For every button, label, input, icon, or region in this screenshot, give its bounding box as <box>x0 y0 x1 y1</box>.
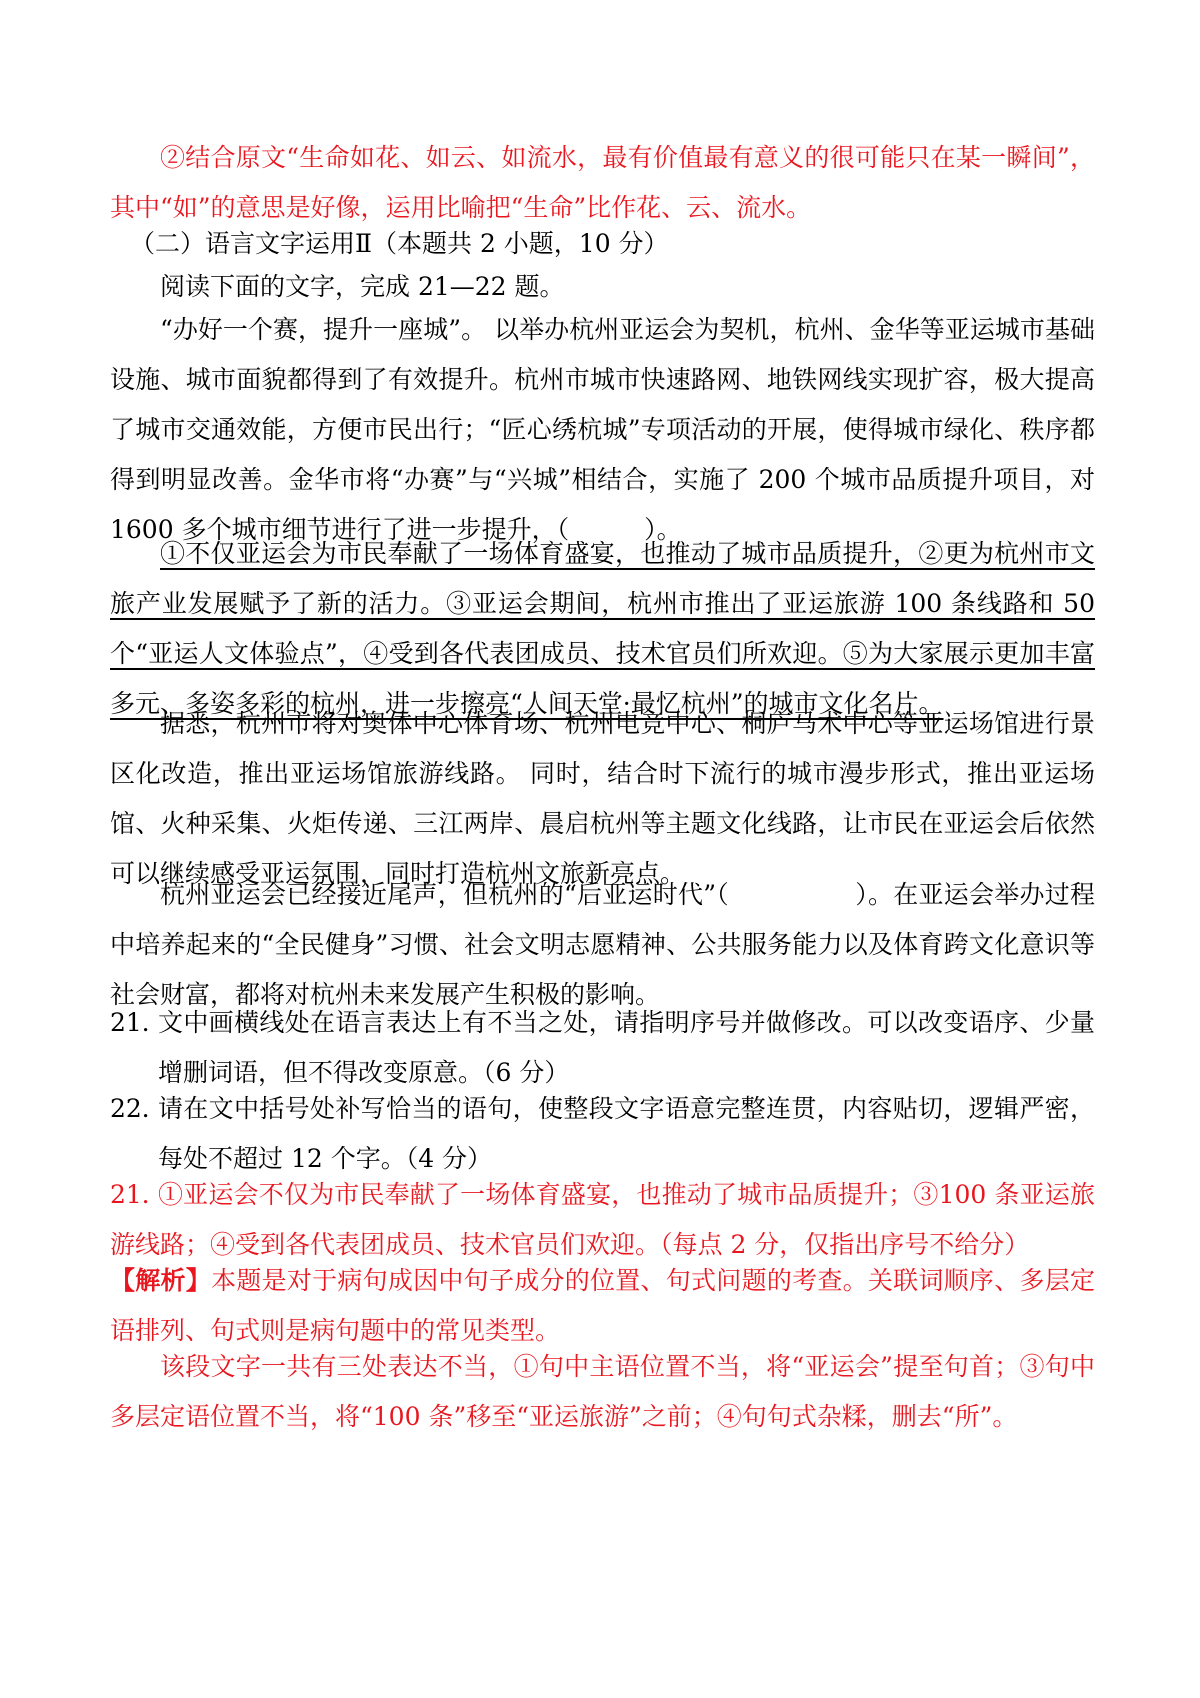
answer-21 <box>110 1170 1095 1270</box>
analysis <box>110 1256 1095 1356</box>
analysis-text: 本题是对于病句成因中句子成分的位置、句式问题的考查。关联词顺序、多层定语排列、句式则是病句题中的常见类型。 <box>110 1266 1095 1345</box>
analysis-detail: 该段文字一共有三处表达不当，①句中主语位置不当，将“亚运会”提至句首；③句中多层定语位置不当，将“100 条”移至“亚运旅游”之前；④句句式杂糅，删去“所”。 <box>110 1352 1095 1431</box>
passage-paragraph-4: 杭州亚运会已经接近尾声，但杭州的“后亚运时代”（ ）。在亚运会举办过程中培养起来的“全民健身”习惯、社会文明志愿精神、公共服务能力以及体育跨文化意识等社会财富，都将对杭州未来发展产生积极的影响。 <box>110 880 1095 1009</box>
question-number: 21． <box>110 1008 167 1037</box>
passage-paragraph-1: “办好一个赛，提升一座城”。 以举办杭州亚运会为契机，杭州、金华等亚运城市基础设施、城市面貌都得到了有效提升。杭州市城市快速路网、地铁网线实现扩容，极大提高了城市交通效能，方便市民出行；“匠心绣杭城”专项活动的开展，使得城市绿化、秩序都得到明显改善。金华市将“办赛”与“兴城”相结合，实施了 200 个城市品质提升项目，对 1600 多个城市细节进行了进一步提升，（ ）。 <box>110 315 1095 544</box>
section-heading: （二）语言文字运用Ⅱ（本题共 2 小题，10 分） <box>130 229 669 258</box>
passage-paragraph-3: 据悉，杭州市将对奥体中心体育场、杭州电竞中心、桐庐马术中心等亚运场馆进行景区化改造，推出亚运场馆旅游线路。 同时，结合时下流行的城市漫步形式，推出亚运场馆、火种采集、火炬传递、三江两岸、晨启杭州等主题文化线路，让市民在亚运会后依然可以继续感受亚运氛围，同时打造杭州文旅新亮点。 <box>110 709 1095 888</box>
section-instruction: 阅读下面的文字，完成 21—22 题。 <box>160 272 565 301</box>
analysis-tag: 【解析】 <box>110 1266 212 1295</box>
previous-answer: ②结合原文“生命如花、如云、如流水，最有价值最有意义的很可能只在某一瞬间”，其中“如”的意思是好像，运用比喻把“生命”比作花、云、流水。 <box>110 143 1095 222</box>
question-text: 请在文中括号处补写恰当的语句，使整段文字语意完整连贯，内容贴切，逻辑严密，每处不超过 12 个字。（4 分） <box>158 1094 1095 1173</box>
question-22 <box>110 1084 1095 1184</box>
question-21 <box>110 998 1095 1098</box>
question-text: 文中画横线处在语言表达上有不当之处，请指明序号并做修改。可以改变语序、少量增删词语，但不得改变原意。（6 分） <box>158 1008 1095 1087</box>
answer-text: ①亚运会不仅为市民奉献了一场体育盛宴，也推动了城市品质提升；③100 条亚运旅游线路；④受到各代表团成员、技术官员们欢迎。（每点 2 分，仅指出序号不给分） <box>110 1180 1095 1259</box>
question-number: 22． <box>110 1094 167 1123</box>
underlined-sentences: ①不仅亚运会为市民奉献了一场体育盛宴，也推动了城市品质提升，②更为杭州市文旅产业发展赋予了新的活力。③亚运会期间，杭州市推出了亚运旅游 100 条线路和 50 个“亚运人文体验点”，④受到各代表团成员、技术官员们所欢迎。⑤为大家展示更加丰富多元、多姿多彩的杭州，进一步擦亮“人间天堂·最忆杭州”的城市文化名片。 <box>110 539 1095 718</box>
answer-number: 21． <box>110 1180 167 1209</box>
